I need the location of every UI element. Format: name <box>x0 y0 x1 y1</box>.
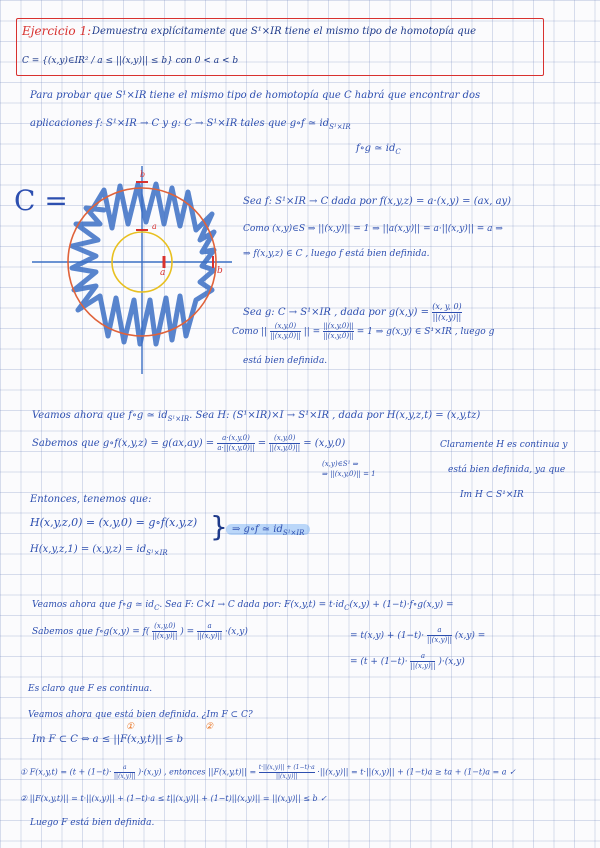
g-def-line-1: Sea g: C → S¹×IR , dada por g(x,y) = $\frac{(x, y, 0)}{||(x,y)||}$ <box>243 302 462 322</box>
part1-claro-1: Claramente H es continua y <box>440 440 568 450</box>
exercise-title: Ejercicio 1: <box>22 24 92 38</box>
f-def-line-2: Como (x,y)∈S ⇒ ||(x,y)|| = 1 ⇒ ||a(x,y)|| = a·||(x,y)|| = a ⇒ <box>243 224 503 234</box>
part2-sabemos: Sabemos que f∘g(x,y) = f( $\frac{(x,y,0)}{||(x,y)||}$ ) = $\frac{a}{||(x,y)||}$ ·(x,y) <box>32 622 248 640</box>
part1-sabemos: Sabemos que g∘f(x,y,z) = g(ax,ay) = $\frac{a\cdot(x,y,0)}{a\cdot||(x,y,0)||}$ = $\frac{(x,y,0)}{||(x,y,0)||}$ = (x,y,0) <box>32 434 346 452</box>
f-def-line-3: ⇒ f(x,y,z) ∈ C , luego f está bien definida. <box>243 249 430 259</box>
part1-note-1: (x,y)∈S¹ ⇒ <box>322 460 359 468</box>
label-a-top: a <box>152 222 157 231</box>
part2-case-1: ① F(x,y,t) = (t + (1−t)· $\frac{a}{||(x,y)||}$ )·(x,y) , entonces ||F(x,y,t)|| = $\frac{t\cdot||(x,y)|| + (1-t)\cdot a}{||(x,y)||}$ ·||(x,y)|| = t·||(x,y)|| + (1−t)a ≥ ta + (1−t)a = a ✓ <box>20 764 516 780</box>
marker-2: ② <box>205 722 214 732</box>
part1-h0: H(x,y,z,0) = (x,y,0) = g∘f(x,y,z) <box>30 516 198 529</box>
part1-entonces: Entonces, tenemos que: <box>30 494 152 505</box>
label-a: a <box>160 268 166 278</box>
part1-claro-3: Im H ⊂ S¹×IR <box>460 490 524 500</box>
intro-line-2: aplicaciones f: S¹×IR → C y g: C → S¹×IR tales que g∘f ≃ $id_{S^1\times IR}$ <box>30 118 351 131</box>
part2-veamos: Veamos ahora que está bien definida. ¿Im F ⊂ C? <box>28 710 253 720</box>
part1-line-1: Veamos ahora que f∘g ≃ $id_{S^1\times IR}$. Sea H: (S¹×IR)×I → S¹×IR , dada por H(x,y,z,t) = (x,y,tz) <box>32 410 481 423</box>
part2-luego: Luego F está bien definida. <box>30 818 155 828</box>
figure-label: C = <box>14 184 68 217</box>
part2-imf: Im F ⊂ C ⇔ a ≤ ||F(x,y,t)|| ≤ b <box>32 734 184 745</box>
g-def-line-2: Como || $\frac{(x,y,0)}{||(x,y,0)||}$ || = $\frac{||(x,y,0)||}{||(x,y,0)||}$ = 1 ⇒ g(x,y) ∈ S¹×IR , luego g <box>232 322 495 340</box>
part2-line-1: Veamos ahora que f∘g ≃ $id_C$. Sea F: C×I → C dada por: $F(x,y,t) = t\cdot id_C(x,y)$ + (1−t)·f∘g(x,y) = <box>32 600 454 612</box>
part2-eq-2: = t(x,y) + (1−t)· $\frac{a}{||(x,y)||}$ (x,y) = <box>350 626 486 644</box>
g-def-line-3: está bien definida. <box>243 356 328 366</box>
part2-case-2: ② ||F(x,y,t)|| = t·||(x,y)|| + (1−t)·a ≤ t||(x,y)|| + (1−t)||(x,y)|| = ||(x,y)|| ≤ b ✓ <box>20 794 327 803</box>
part1-claro-2: está bien definida, ya que <box>448 465 566 475</box>
exercise-statement: Demuestra explícitamente que S¹×IR tiene el mismo tipo de homotopía que <box>92 26 477 37</box>
label-b-top: b <box>140 170 146 179</box>
intro-line-1: Para probar que S¹×IR tiene el mismo tipo de homotopía que C habrá que encontrar dos <box>30 90 481 101</box>
intro-line-3: f∘g ≃ $id_C$ <box>356 143 401 156</box>
marker-1: ① <box>126 722 135 732</box>
set-definition: C = {(x,y)∈IR² / a ≤ ||(x,y)|| ≤ b} con 0 < a < b <box>22 56 239 66</box>
part1-note-2: ⇒ ||(x,y,0)|| = 1 <box>322 470 376 478</box>
label-b: b <box>217 266 223 276</box>
part1-brace: } <box>210 510 228 543</box>
part1-h1: $H(x,y,z,1) = (x,y,z) = id_{S^1\times IR}$ <box>30 544 168 557</box>
f-def-line-1: Sea f: S¹×IR → C dada por f(x,y,z) = a·(x,y) = (ax, ay) <box>243 196 512 207</box>
part1-conclusion: ⇒ g∘f ≃ $id_{S^1\times IR}$ <box>226 524 310 537</box>
part2-eq-3: = (t + (1−t)· $\frac{a}{||(x,y)||}$ )·(x,y) <box>350 652 465 670</box>
part2-continua: Es claro que F es continua. <box>28 684 153 694</box>
